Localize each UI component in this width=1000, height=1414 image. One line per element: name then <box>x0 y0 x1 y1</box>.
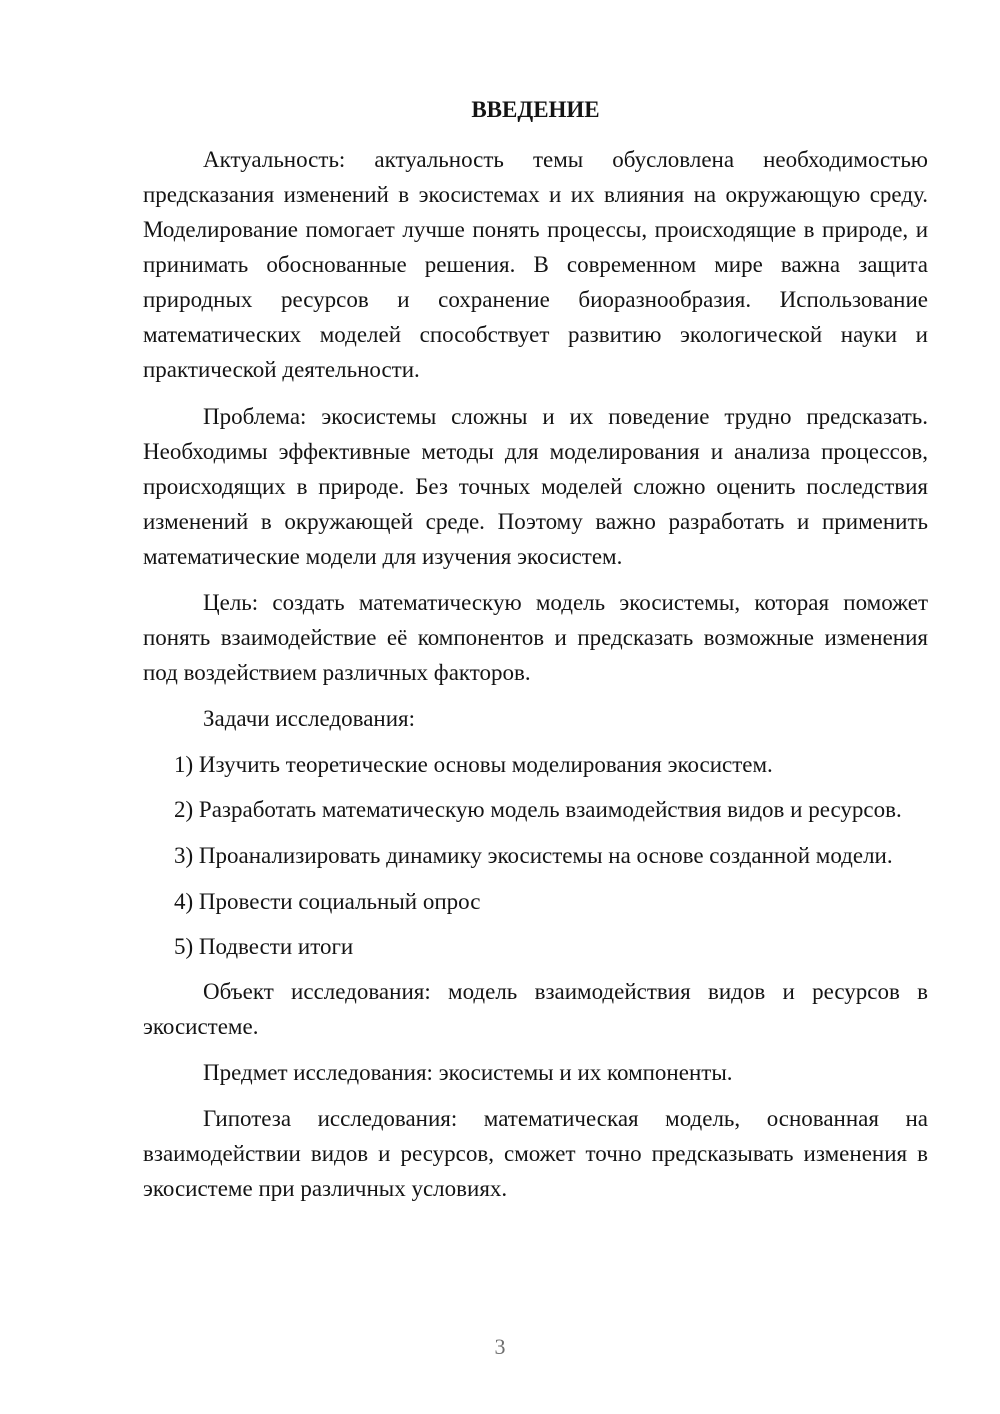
tasks-title: Задачи исследования: <box>203 706 416 731</box>
task-item-2: 2) Разработать математическую модель взаимодействия видов и ресурсов. <box>174 797 902 822</box>
page-number: 3 <box>494 1334 506 1359</box>
paragraph-hypothesis: Гипотеза исследования: математическая модель, основанная на взаимодействии видов и ресурсов, сможет точно предсказывать изменения в экосистеме при различных условиях. <box>143 1106 928 1201</box>
paragraph-goal: Цель: создать математическую модель экосистемы, которая поможет понять взаимодействие её компонентов и предсказать возможные изменения под воздействием различных факторов. <box>143 590 928 685</box>
paragraph-object: Объект исследования: модель взаимодействия видов и ресурсов в экосистеме. <box>143 979 928 1039</box>
page-content <box>143 92 928 1206</box>
task-item-3: 3) Проанализировать динамику экосистемы на основе созданной модели. <box>174 843 893 868</box>
section-heading: ВВЕДЕНИЕ <box>471 97 600 122</box>
paragraph-problem: Проблема: экосистемы сложны и их поведение трудно предсказать. Необходимы эффективные методы для моделирования и анализа процессов, происходящих в природе. Без точных моделей сложно оценить последствия изменений в окружающей среде. Поэтому важно разработать и применить математические модели для изучения экосистем. <box>143 404 928 569</box>
paragraph-subject: Предмет исследования: экосистемы и их компоненты. <box>203 1060 733 1085</box>
task-item-1: 1) Изучить теоретические основы моделирования экосистем. <box>174 752 773 777</box>
paragraph-relevance: Актуальность: актуальность темы обусловлена необходимостью предсказания изменений в экосистемах и их влияния на окружающую среду. Моделирование помогает лучше понять процессы, происходящие в природе, и принимать обоснованные решения. В современном мире важна защита природных ресурсов и сохранение биоразнообразия. Использование математических моделей способствует развитию экологической науки и практической деятельности. <box>143 147 928 382</box>
task-item-5: 5) Подвести итоги <box>174 934 354 959</box>
task-item-4: 4) Провести социальный опрос <box>174 889 481 914</box>
